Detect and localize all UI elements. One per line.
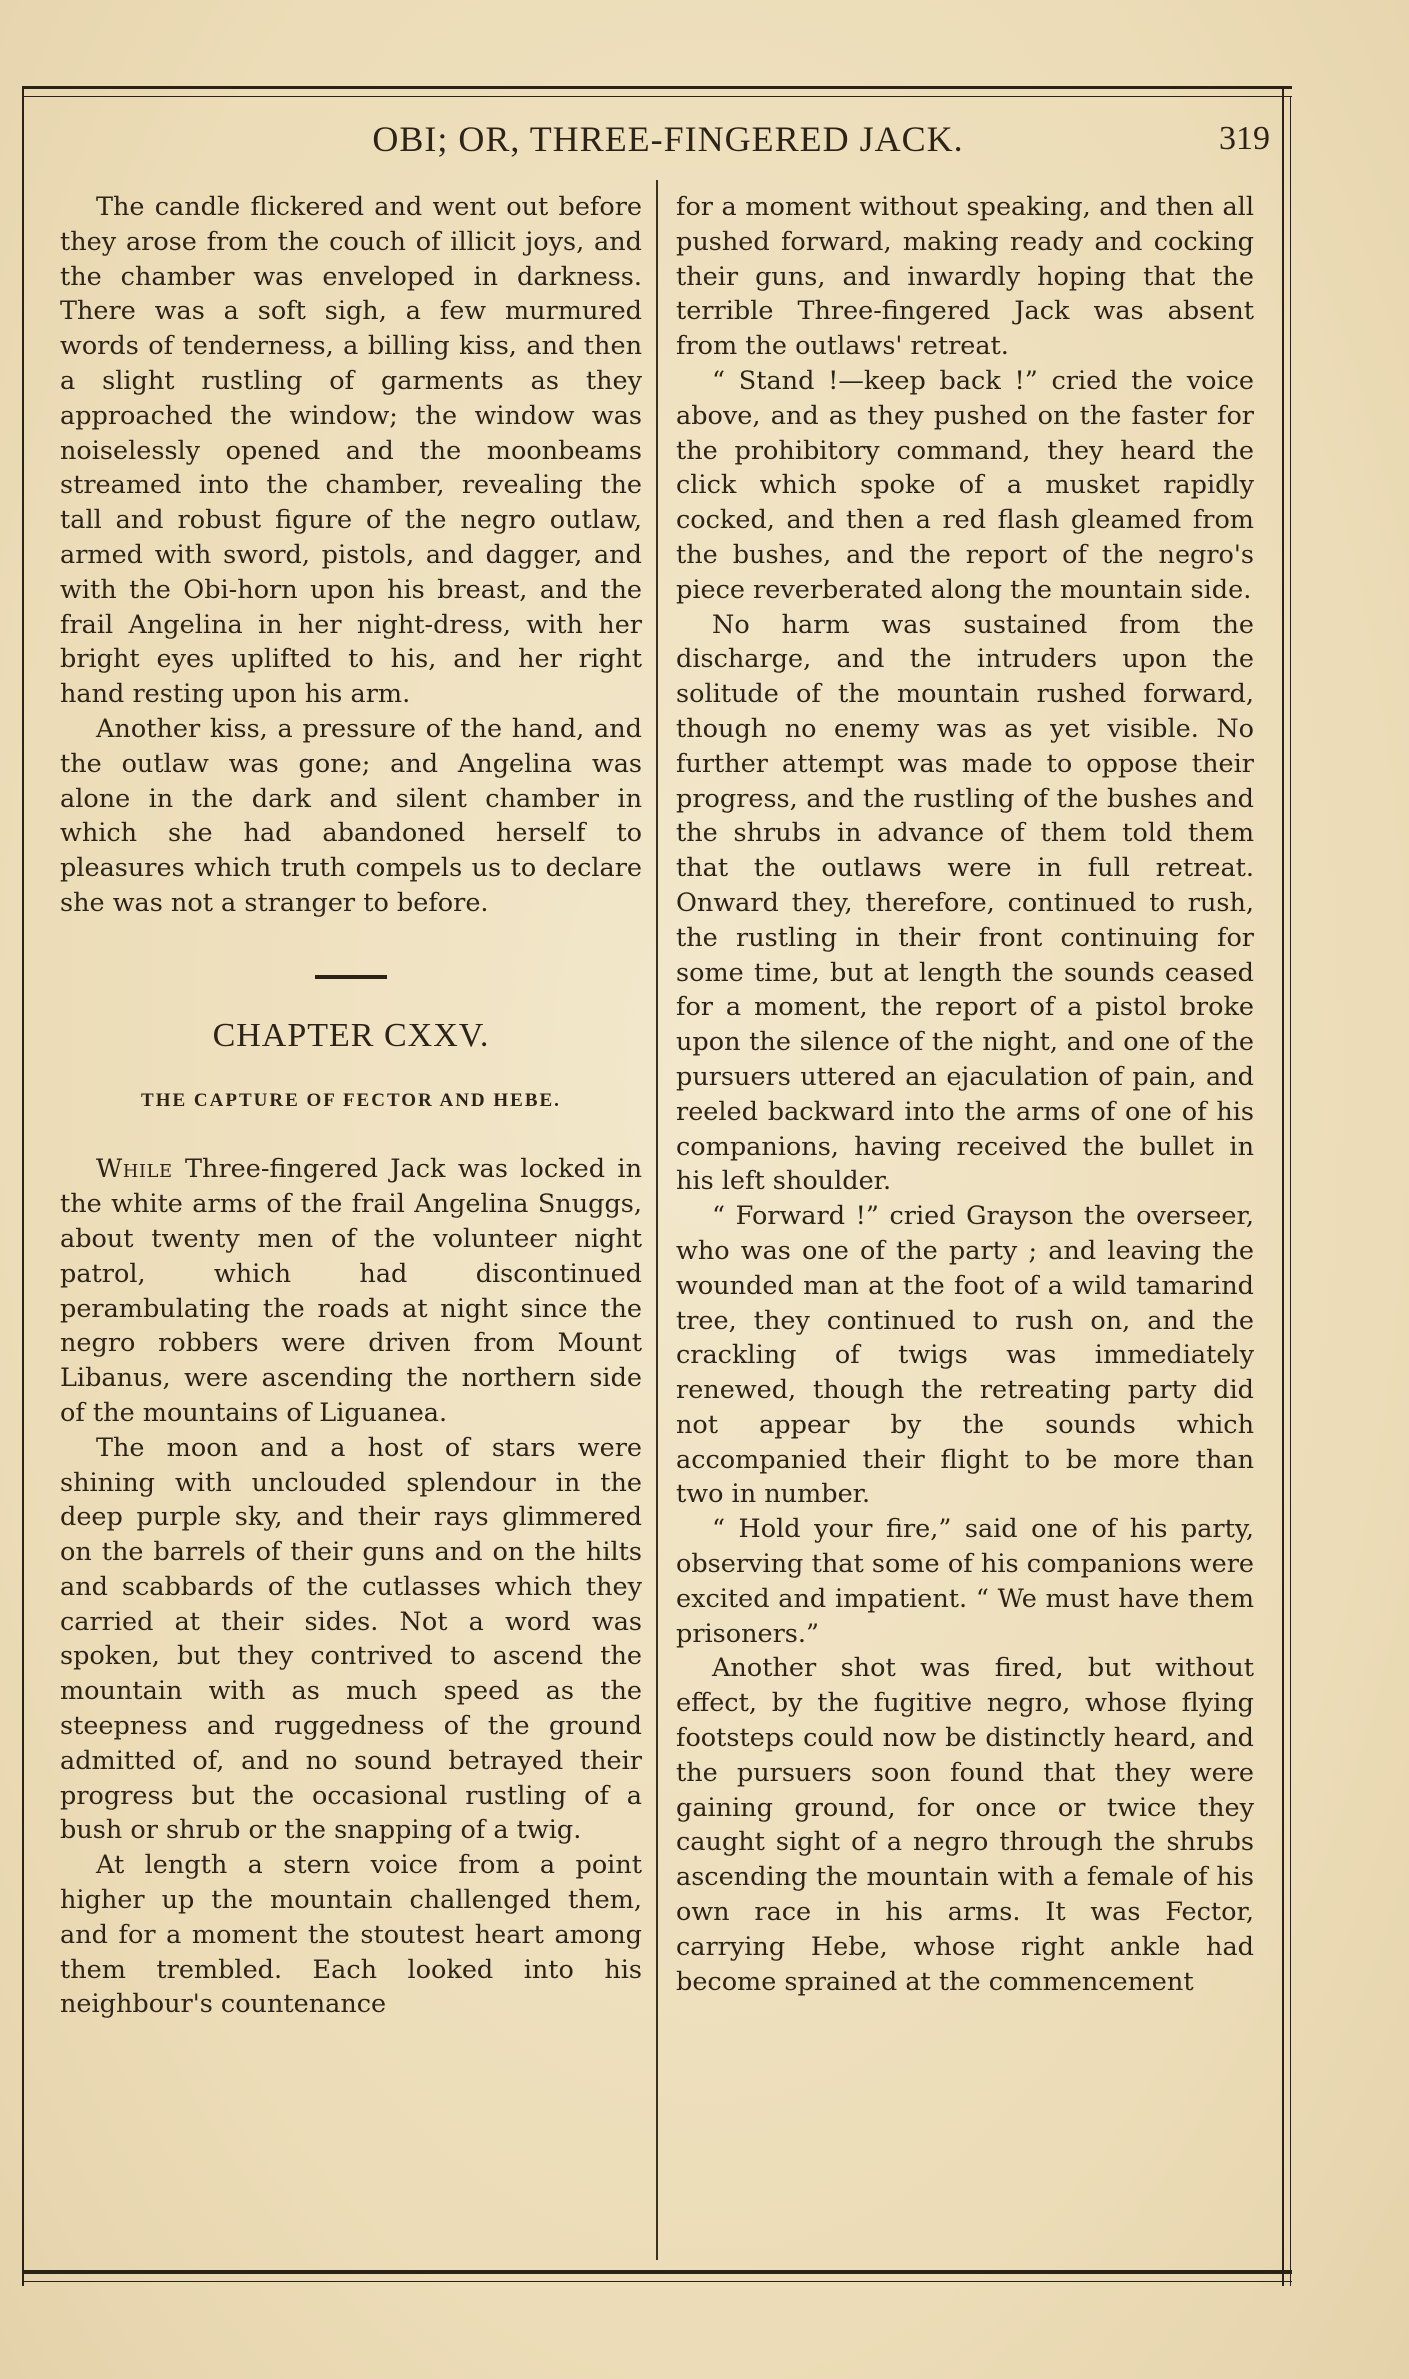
right-paragraph-6: Another shot was fired, but without effect, by the fugitive negro, whose flying footsteps could now be distinctly heard, and the pursuers soon found that they were gaining ground, for once or twice they caught sight of a negro through the shrubs ascending the mountain with a female of his own race in his arms. It was Fector, carrying Hebe, whose right ankle had become sprained at the commencement [676, 1653, 1254, 1997]
left-paragraph-2: Another kiss, a pressure of the hand, and the outlaw was gone; and Angelina was alone in the dark and silent chamber in which she had abandoned herself to pleasures which truth compels us to declare she was not a stranger to before. [60, 713, 642, 918]
bottom-rule [22, 2270, 1292, 2274]
left-column [60, 190, 642, 2022]
chapter-subtitle: THE CAPTURE OF FECTOR AND HEBE. [141, 1089, 561, 1111]
page-number: 319 [1219, 120, 1270, 157]
opening-word: While [96, 1154, 173, 1185]
right-paragraph-1: for a moment without speaking, and then all pushed forward, making ready and cocking their guns, and inwardly hoping that the terrible Three-fingered Jack was absent from the outlaws' retreat. [676, 192, 1254, 362]
right-paragraph-4: “ Forward !” cried Grayson the overseer, who was one of the party ; and leaving the wounded man at the foot of a wild tamarind tree, they continued to rush on, and the crackling of twigs was immediately renewed, though the retreating party did not appear by the sounds which accompanied their flight to be more than two in number. [676, 1201, 1254, 1510]
left-border [22, 86, 24, 2286]
left-paragraph-5: At length a stern voice from a point higher up the mountain challenged them, and for a moment the stoutest heart among them trembled. Each looked into his neighbour's countenance [60, 1850, 642, 2020]
right-paragraph-2: “ Stand !—keep back !” cried the voice above, and as they pushed on the faster for the prohibitory command, they heard the click which spoke of a musket rapidly cocked, and then a red flash gleamed from the bushes, and the report of the negro's piece reverberated along the mountain side. [676, 365, 1254, 605]
right-paragraph-5: “ Hold your fire,” said one of his party, observing that some of his companions were excited and impatient. “ We must have them prisoners.” [676, 1514, 1254, 1649]
bottom-rule-thin [22, 2281, 1292, 2282]
top-rule-thin [22, 96, 1292, 97]
column-divider [656, 180, 658, 2260]
left-paragraph-3-text: Three-fingered Jack was locked in the white arms of the frail Angelina Snuggs, about twenty men of the volunteer night patrol, which had discontinued perambulating the roads at night since the negro robbers were driven from Mount Libanus, were ascending the northern side of the mountains of Liguanea. [60, 1154, 642, 1428]
running-title: OBI; OR, THREE-FINGERED JACK. [372, 119, 964, 159]
chapter-separator [315, 975, 387, 979]
right-border [1282, 86, 1284, 2286]
left-paragraph-3 [60, 1152, 642, 1430]
top-rule [22, 86, 1292, 89]
right-column [676, 190, 1254, 1999]
right-border-thin [1290, 96, 1291, 2286]
chapter-title: CHAPTER CXXV. [212, 1016, 490, 1054]
right-paragraph-3: No harm was sustained from the discharge, and the intruders upon the solitude of the mountain rushed forward, though no enemy was as yet visible. No further attempt was made to oppose their progress, and the rustling of the bushes and the shrubs in advance of them told them that the outlaws were in full retreat. Onward they, therefore, continued to rush, the rustling in their front continuing for some time, but at length the sounds ceased for a moment, the report of a pistol broke upon the silence of the night, and one of the pursuers uttered an ejaculation of pain, and reeled backward into the arms of one of his companions, having received the bullet in his left shoulder. [676, 609, 1254, 1197]
left-paragraph-1: The candle flickered and went out before they arose from the couch of illicit joys, and the chamber was enveloped in darkness. There was a soft sigh, a few murmured words of tenderness, a billing kiss, and then a slight rustling of garments as they approached the window; the window was noiselessly opened and the moonbeams streamed into the chamber, revealing the tall and robust figure of the negro outlaw, armed with sword, pistols, and dagger, and with the Obi-horn upon his breast, and the frail Angelina in her night-dress, with her bright eyes uplifted to his, and her right hand resting upon his arm. [60, 192, 642, 710]
left-paragraph-4: The moon and a host of stars were shining with unclouded splendour in the deep purple sky, and their rays glimmered on the barrels of their guns and on the hilts and scabbards of the cutlasses which they carried at their sides. Not a word was spoken, but they contrived to ascend the mountain with as much speed as the steepness and ruggedness of the ground admitted of, and no sound betrayed their progress but the occasional rustling of a bush or shrub or the snapping of a twig. [60, 1432, 642, 1846]
